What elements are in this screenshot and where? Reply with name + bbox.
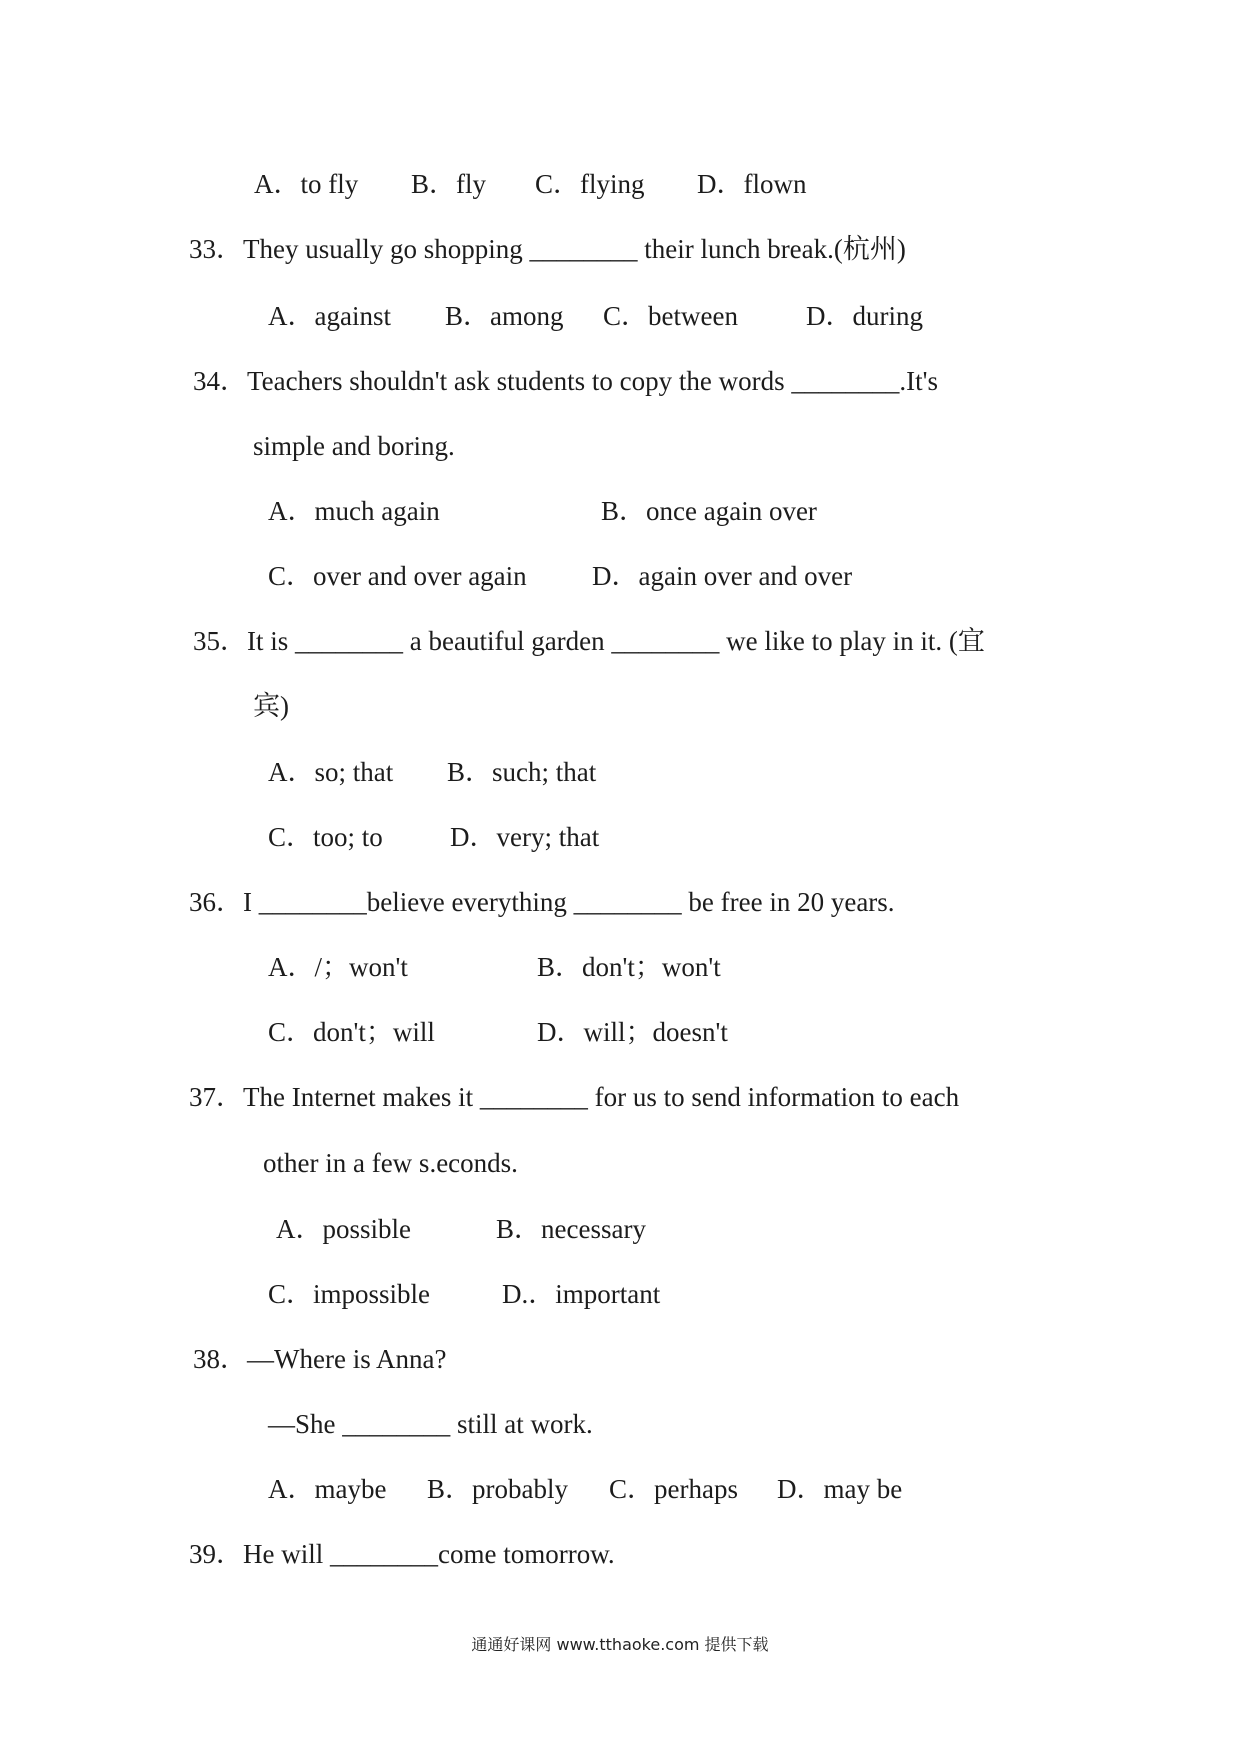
q38-stem-line2: —She ________ still at work. (268, 1409, 593, 1439)
q37-option-a: A．possible (276, 1214, 411, 1244)
q34-option-a: A．much again (268, 496, 440, 526)
q34-stem-line2: simple and boring. (253, 431, 455, 461)
q37-stem-line2: other in a few s.econds. (263, 1148, 518, 1178)
q35-option-c: C．too; to (268, 822, 383, 852)
q37-option-b: B．necessary (496, 1214, 646, 1244)
q38-stem-line1: 38．—Where is Anna? (193, 1344, 447, 1374)
q36-option-c: C．don't；will (268, 1017, 435, 1047)
q33-option-c: C．between (603, 301, 738, 331)
q32-option-d: D．flown (697, 169, 807, 199)
q35-stem-line1: 35．It is ________ a beautiful garden ________ we like to play in it. (宜 (193, 626, 985, 656)
q34-option-b: B．once again over (601, 496, 817, 526)
q37-option-c: C．impossible (268, 1279, 431, 1309)
q32-option-a: A．to fly (254, 169, 359, 199)
q35-option-b: B．such; that (447, 757, 597, 787)
q38-option-d: D．may be (777, 1474, 903, 1504)
q39-stem: 39．He will ________come tomorrow. (189, 1539, 615, 1569)
q33-option-b: B．among (445, 301, 564, 331)
q35-option-a: A．so; that (268, 757, 394, 787)
q32-option-c: C．flying (535, 169, 645, 199)
q38-option-c: C．perhaps (609, 1474, 738, 1504)
q37-stem-line1: 37．The Internet makes it ________ for us to send information to each (189, 1082, 960, 1112)
q36-option-d: D．will；doesn't (537, 1017, 728, 1047)
q35-option-d: D．very; that (450, 822, 600, 852)
q32-option-b: B．fly (411, 169, 487, 199)
q34-option-c: C．over and over again (268, 561, 527, 591)
q34-option-d: D．again over and over (592, 561, 853, 591)
q36-option-a: A．/；won't (268, 952, 408, 982)
q37-option-d: D.．important (502, 1279, 661, 1309)
q33-option-d: D．during (806, 301, 923, 331)
q38-option-b: B．probably (427, 1474, 568, 1504)
q36-stem: 36．I ________believe everything ________ be free in 20 years. (189, 887, 895, 917)
q33-option-a: A．against (268, 301, 391, 331)
q34-stem-line1: 34．Teachers shouldn't ask students to copy the words ________.It's (193, 366, 938, 396)
page-footer: 通通好课网 www.tthaoke.com 提供下载 (471, 1635, 769, 1654)
q36-option-b: B．don't；won't (537, 952, 721, 982)
q33-stem: 33．They usually go shopping ________ their lunch break.(杭州) (189, 234, 906, 264)
q35-stem-line2: 宾) (253, 691, 289, 721)
q38-option-a: A．maybe (268, 1474, 387, 1504)
